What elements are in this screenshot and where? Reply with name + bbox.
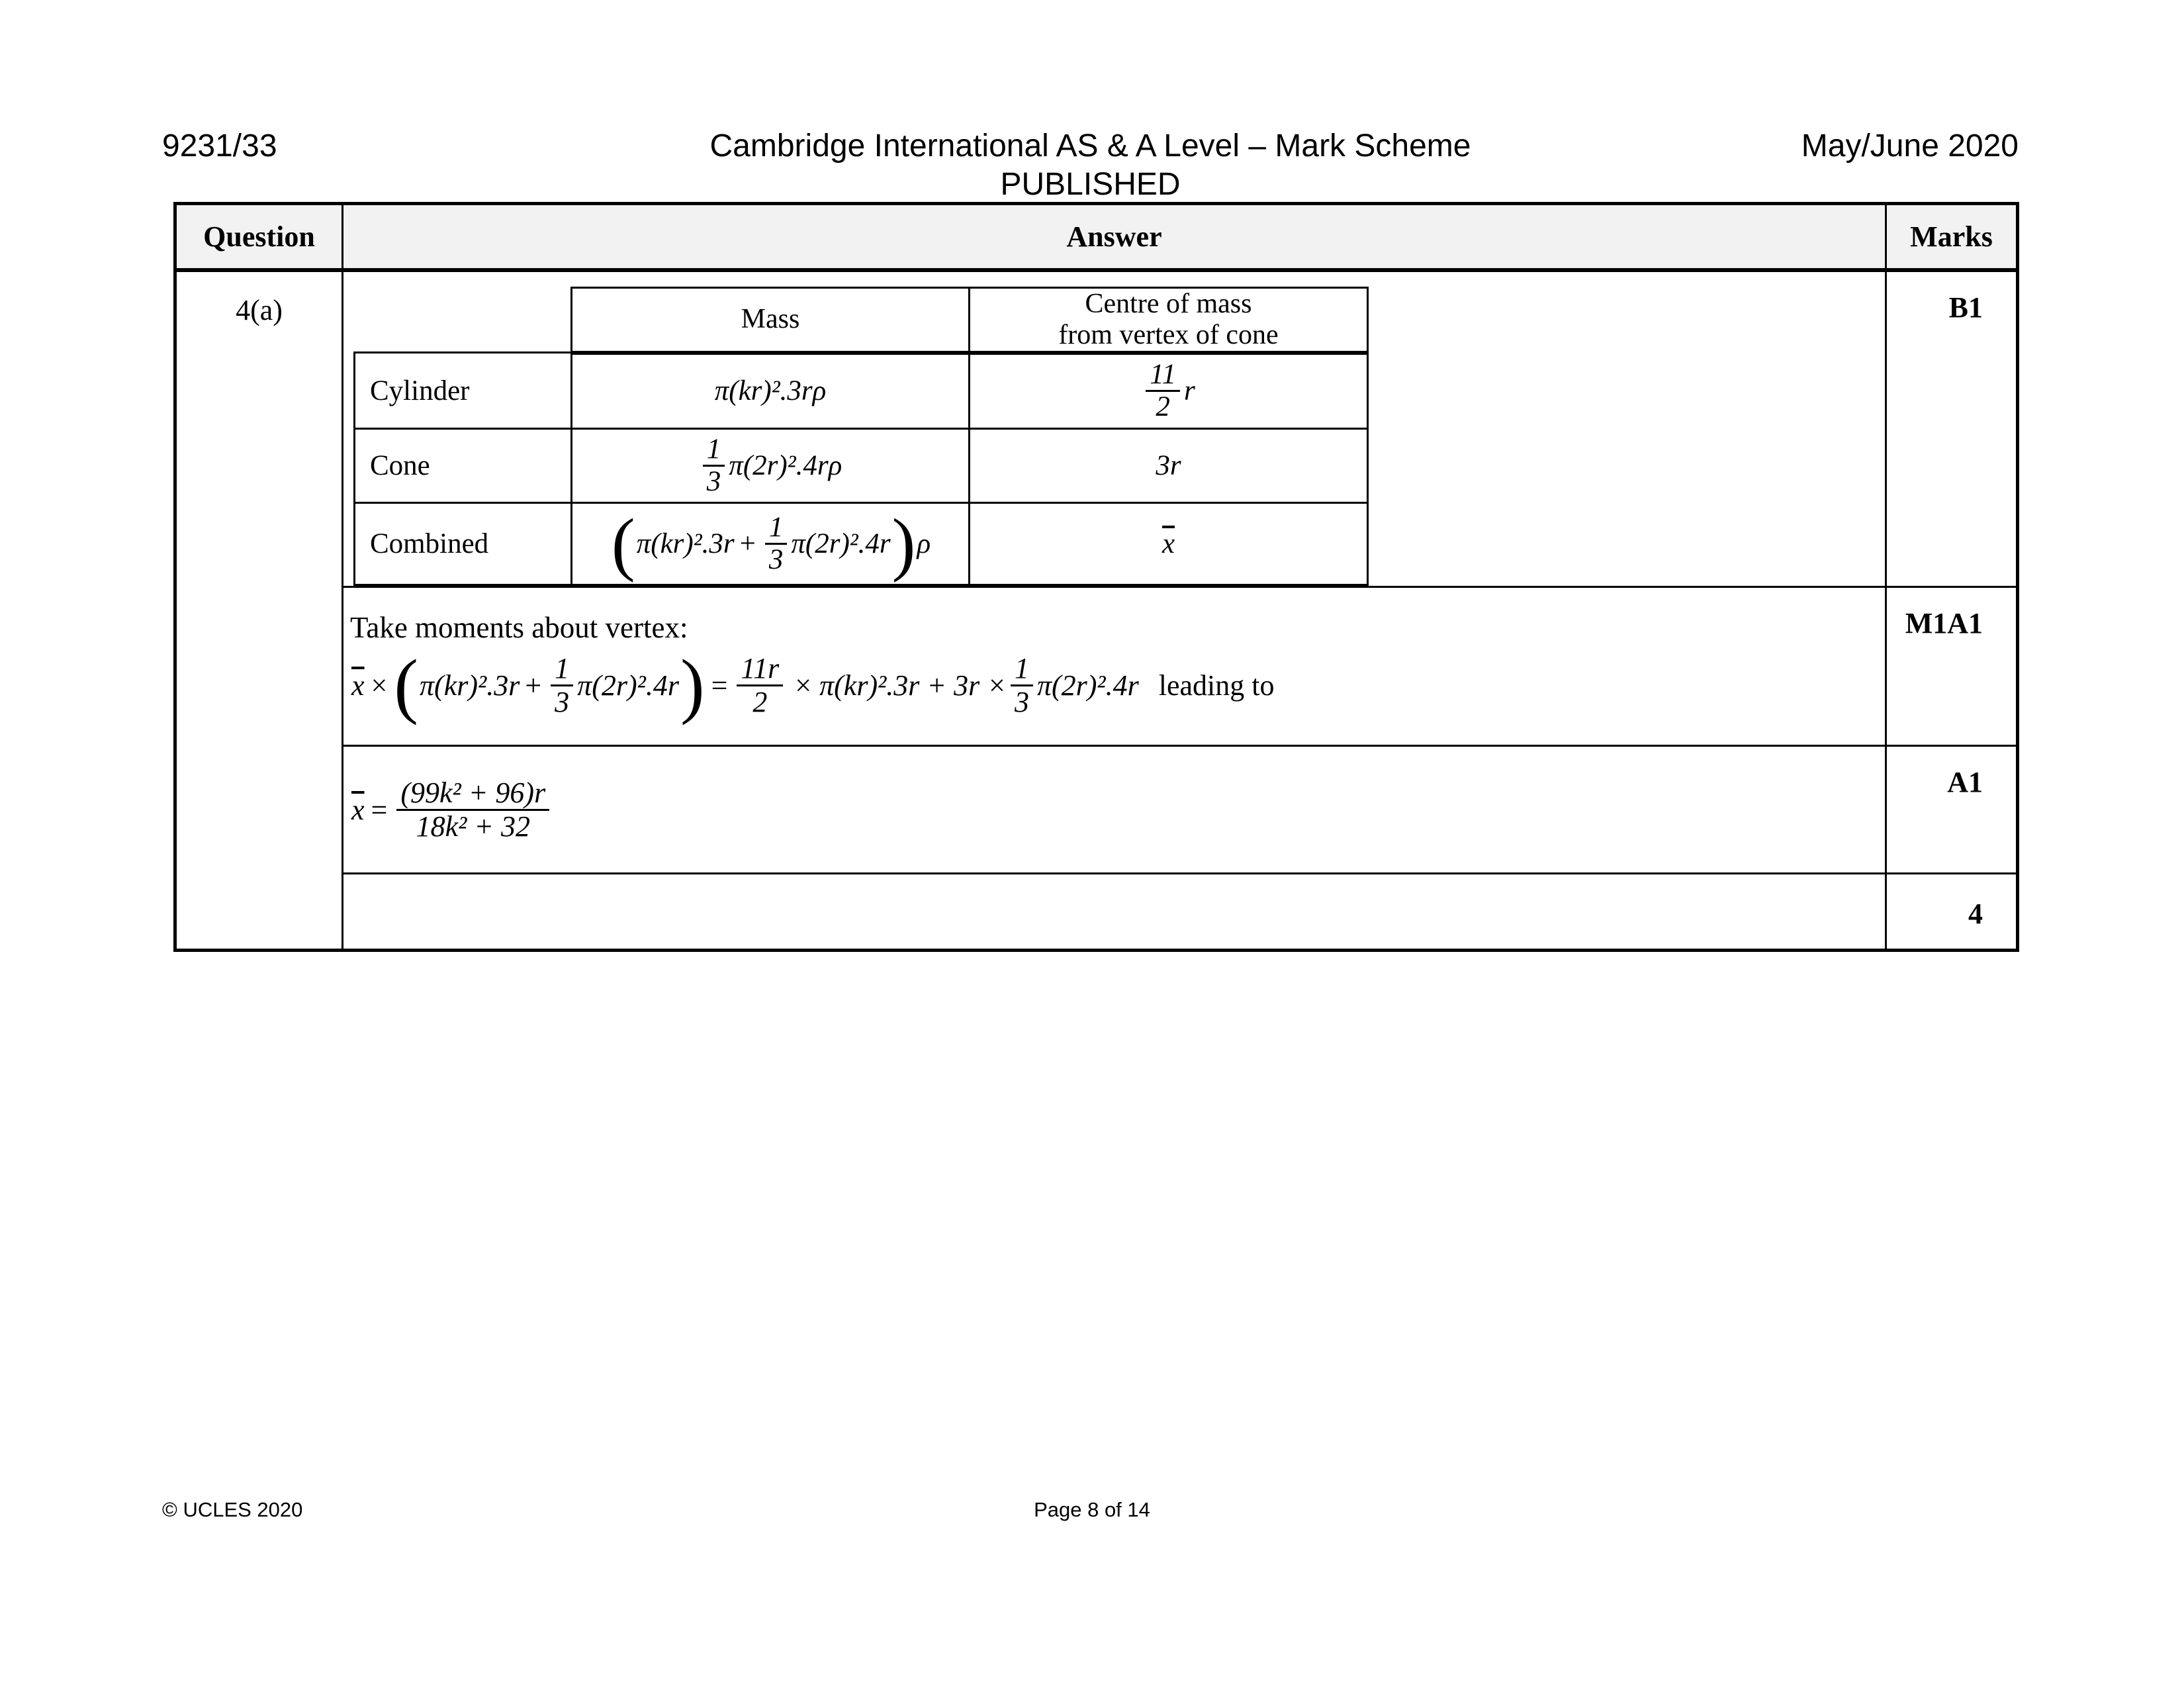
page-header (162, 127, 2019, 204)
result-fraction (396, 777, 549, 842)
markscheme-table (173, 202, 2019, 952)
moments-term-b: π(2r)².4r (577, 669, 679, 702)
rho-symbol: ρ (917, 528, 931, 559)
inner-ghost-cell (355, 287, 572, 353)
moments-term-c: π(kr)².3r + 3r × (819, 669, 1007, 702)
fraction-denominator: 3 (703, 465, 725, 497)
inner-col-com (970, 287, 1368, 353)
fraction-1-3 (551, 653, 573, 718)
x-bar-symbol: $\overline{x}$ (351, 793, 365, 826)
com-tail: r (1184, 375, 1195, 407)
equals-operator: = (371, 793, 388, 826)
answer-row-3 (175, 746, 2018, 874)
mass-tail: π(2r)².4rρ (729, 450, 842, 481)
header-published: PUBLISHED (1000, 167, 1181, 202)
combined-mass-formula: ( π(kr)².3r + $\frac{1}{3}$ π(2r)².4r ) ρ (572, 503, 970, 585)
fraction-11r-2 (737, 653, 783, 718)
question-number-cell: 4(a) (175, 270, 343, 951)
mass-com-table (353, 287, 1369, 586)
fraction-denominator: 3 (765, 543, 788, 575)
footer-page-number: Page 8 of 14 (1034, 1498, 1150, 1521)
plus-operator: + (525, 669, 542, 702)
col-header-marks: Marks (1886, 204, 2018, 270)
times-operator: × (795, 669, 812, 702)
x-bar-symbol: $\overline{x}$ (1161, 528, 1175, 559)
answer-cell-4-empty (343, 874, 1886, 951)
marks-cell-b1: B1 (1886, 270, 2018, 587)
fraction-numerator: 1 (706, 433, 721, 465)
answer-row-4 (175, 874, 2018, 951)
fraction-denominator: 18k² + 32 (396, 809, 549, 843)
row-label-cylinder: Cylinder (355, 353, 572, 429)
marks-cell-a1: A1 (1886, 746, 2018, 874)
exam-code: 9231/33 (162, 128, 277, 164)
marks-cell-total: 4 (1886, 874, 2018, 951)
answer-cell-1 (343, 270, 1886, 587)
answer-cell-2 (343, 587, 1886, 746)
fraction-1-3 (1011, 653, 1033, 718)
row-label-combined: Combined (355, 503, 572, 585)
fraction-1-3 (765, 512, 788, 576)
com-header-line2: from vertex of cone (1058, 319, 1279, 350)
fraction-denominator: 2 (737, 684, 783, 718)
inner-col-mass: Mass (572, 287, 970, 353)
fraction-11-2 (1146, 359, 1180, 423)
table-row-combined (355, 503, 1368, 585)
plus-operator: + (739, 528, 756, 559)
cone-com-formula: 3r (970, 429, 1368, 503)
com-header-line1: Centre of mass (1085, 288, 1252, 319)
col-header-question: Question (175, 204, 343, 270)
fraction-numerator: 1 (768, 511, 784, 543)
fraction-numerator: 1 (555, 652, 570, 684)
cylinder-com-formula (970, 353, 1368, 429)
result-equation (350, 747, 1885, 872)
footer-copyright: © UCLES 2020 (162, 1498, 303, 1521)
table-header-row (175, 204, 2018, 270)
col-header-answer: Answer (343, 204, 1886, 270)
header-title: Cambridge International AS & A Level – Mark Scheme (709, 128, 1471, 164)
answer-row-1 (175, 270, 2018, 587)
moments-equation: $\overline{x}$ × ( π(kr)².3r + $\frac{1}{3}$ π(2r)².4r ) = $\frac{11r}{2}$ × π(kr)².3r + 3r × $\frac{1}{3}$ π(2r)².4r leading to (351, 645, 1275, 726)
cylinder-mass-formula: π(kr)².3rρ (572, 353, 970, 429)
fraction-numerator: (99k² + 96)r (400, 776, 546, 809)
fraction-numerator: 11r (741, 652, 780, 684)
inner-header-row (355, 287, 1368, 353)
marks-cell-m1a1: M1A1 (1886, 587, 2018, 746)
fraction-denominator: 2 (1146, 390, 1180, 422)
combined-com-formula (970, 503, 1368, 585)
cone-mass-formula (572, 429, 970, 503)
row-label-cone: Cone (355, 429, 572, 503)
fraction-denominator: 3 (551, 684, 573, 718)
header-title-block (533, 127, 1648, 204)
times-operator: × (371, 669, 388, 702)
x-bar-symbol: $\overline{x}$ (351, 669, 365, 702)
moments-intro-text: Take moments about vertex: (350, 611, 688, 644)
header-session: May/June 2020 (1801, 128, 2019, 164)
table-row-cone (355, 429, 1368, 503)
fraction-numerator: 11 (1150, 358, 1177, 390)
moments-term-d: π(2r)².4r (1036, 669, 1139, 702)
moments-term-a: π(kr)².3r (420, 669, 520, 702)
fraction-denominator: 3 (1011, 684, 1033, 718)
answer-row-2 (175, 587, 2018, 746)
combined-term-b: π(2r)².4r (791, 528, 891, 559)
combined-term-a: π(kr)².3r (636, 528, 735, 559)
fraction-numerator: 1 (1014, 652, 1029, 684)
answer-cell-3 (343, 746, 1886, 874)
table-row-cylinder (355, 353, 1368, 429)
leading-to-text: leading to (1158, 669, 1275, 702)
fraction-1-3 (703, 434, 725, 498)
equals-operator: = (711, 669, 728, 702)
